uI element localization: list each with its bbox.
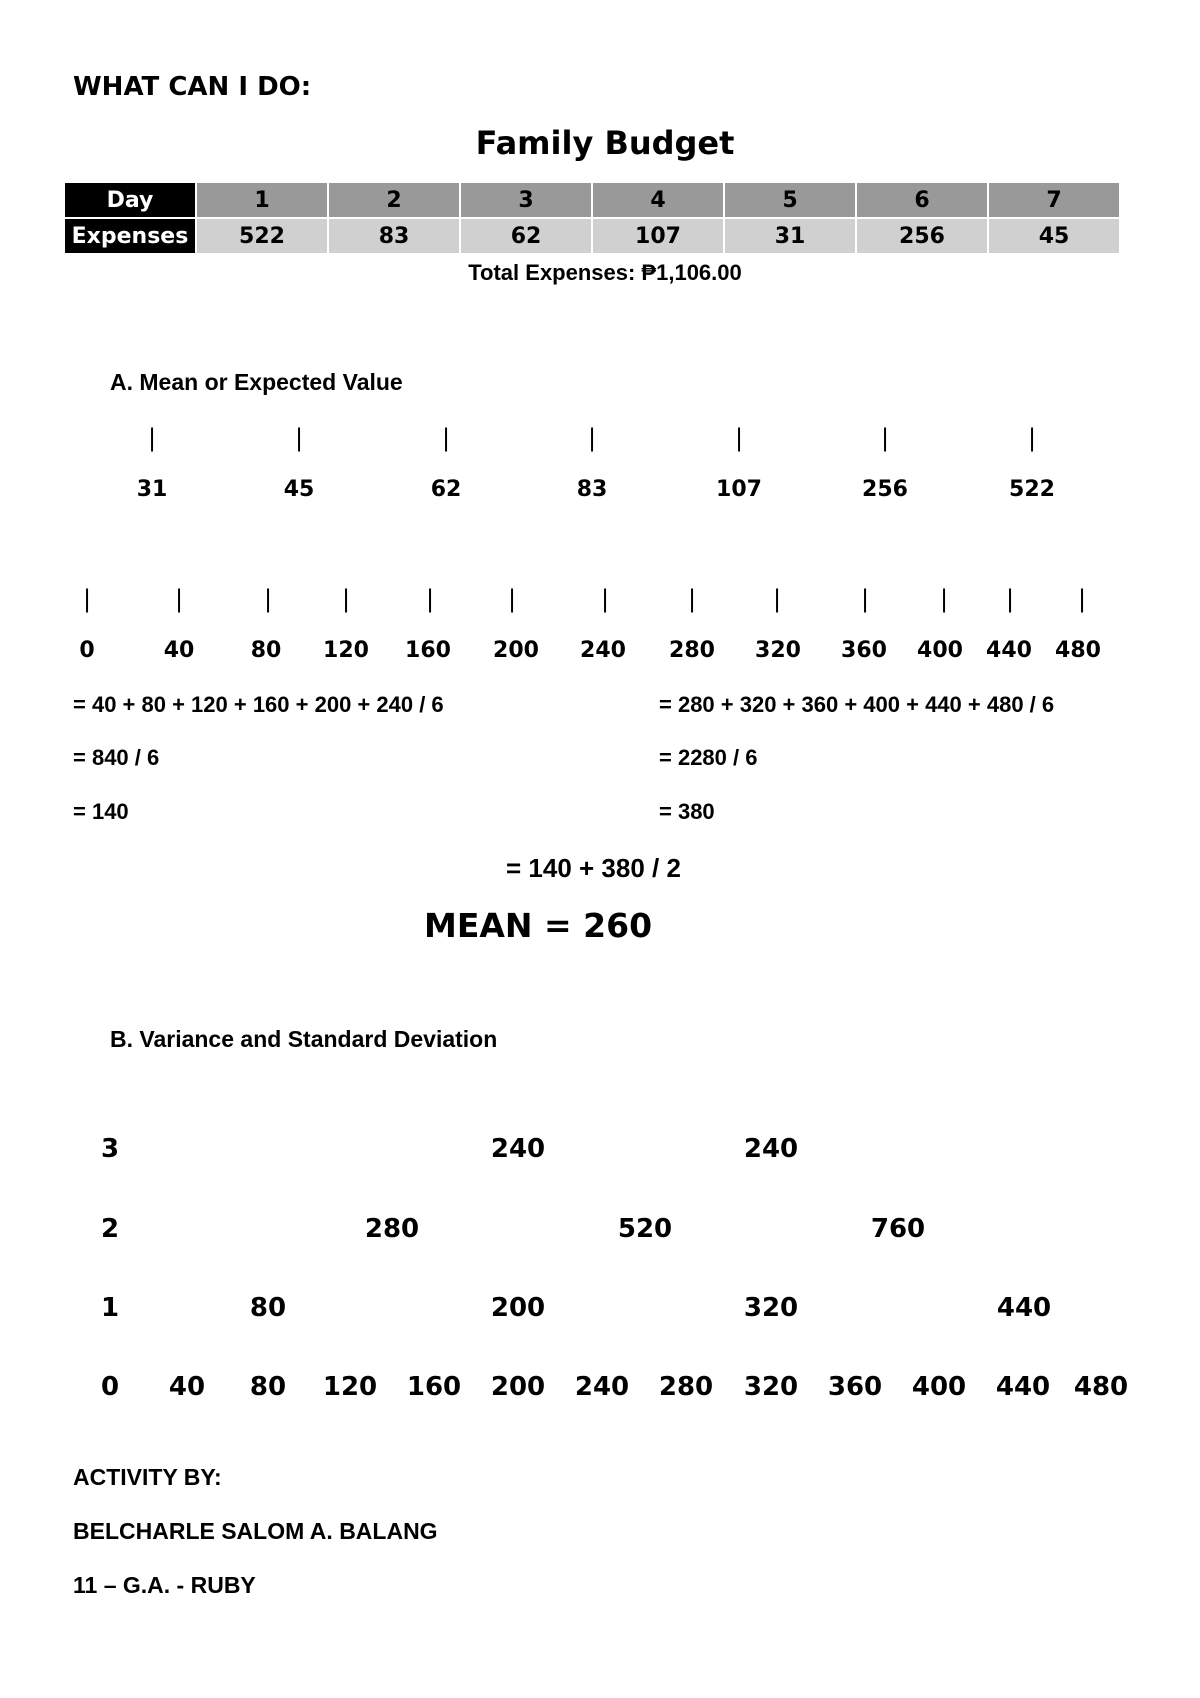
tick-mark: |	[860, 585, 870, 613]
row-label: 3	[100, 1134, 120, 1164]
row-label: 2	[100, 1214, 120, 1244]
grid-value: 200	[490, 1372, 546, 1402]
sorted-value: 62	[430, 477, 462, 502]
grid-value: 240	[490, 1134, 546, 1164]
sorted-value: 256	[862, 477, 908, 502]
sorted-value: 83	[576, 477, 608, 502]
grid-value: 200	[490, 1293, 546, 1323]
tick-mark: |	[880, 424, 890, 452]
grid-value: 440	[996, 1293, 1052, 1323]
tick-mark: |	[294, 424, 304, 452]
tick-mark: |	[147, 424, 157, 452]
grid-value: 240	[574, 1372, 630, 1402]
grid-value: 120	[322, 1372, 378, 1402]
scale-value: 80	[250, 638, 282, 663]
sorted-value: 31	[136, 477, 168, 502]
tick-mark: |	[82, 585, 92, 613]
sorted-value: 107	[716, 477, 762, 502]
scale-value: 440	[986, 638, 1032, 663]
right-calc-line: = 280 + 320 + 360 + 400 + 440 + 480 / 6	[659, 692, 1055, 717]
grid-value: 280	[658, 1372, 714, 1402]
sorted-value: 522	[1009, 477, 1055, 502]
section-b-title: B. Variance and Standard Deviation	[110, 1026, 498, 1052]
row-label: 0	[100, 1372, 120, 1402]
tick-mark: |	[441, 424, 451, 452]
tick-mark: |	[687, 585, 697, 613]
right-calc-line: = 380	[659, 799, 715, 824]
tick-mark: |	[939, 585, 949, 613]
mean-result: MEAN = 260	[424, 906, 653, 945]
combined-calc: = 140 + 380 / 2	[506, 853, 681, 883]
day-cell: 2	[329, 183, 459, 219]
grid-value: 320	[743, 1293, 799, 1323]
grid-value: 80	[249, 1372, 287, 1402]
author-name: BELCHARLE SALOM A. BALANG	[73, 1518, 438, 1544]
day-cell: 7	[989, 183, 1119, 219]
day-cell: 1	[197, 183, 327, 219]
tick-mark: |	[734, 424, 744, 452]
day-cell: 6	[857, 183, 987, 219]
tick-mark: |	[174, 585, 184, 613]
page-title: Family Budget	[475, 124, 735, 162]
day-cell: 4	[593, 183, 723, 219]
scale-value: 200	[493, 638, 539, 663]
tick-mark: |	[1077, 585, 1087, 613]
scale-value: 40	[163, 638, 195, 663]
grid-value: 400	[911, 1372, 967, 1402]
grid-value: 440	[995, 1372, 1051, 1402]
tick-mark: |	[507, 585, 517, 613]
scale-value: 360	[841, 638, 887, 663]
grid-value: 520	[617, 1214, 673, 1244]
grid-value: 240	[743, 1134, 799, 1164]
scale-value: 280	[669, 638, 715, 663]
grid-value: 160	[406, 1372, 462, 1402]
row-label: 1	[100, 1293, 120, 1323]
expense-cell: 256	[857, 219, 987, 253]
tick-mark: |	[425, 585, 435, 613]
scale-value: 320	[755, 638, 801, 663]
scale-value: 160	[405, 638, 451, 663]
author-section: 11 – G.A. - RUBY	[73, 1572, 256, 1598]
grid-value: 480	[1073, 1372, 1129, 1402]
scale-value: 240	[580, 638, 626, 663]
tick-mark: |	[341, 585, 351, 613]
tick-mark: |	[600, 585, 610, 613]
tick-mark: |	[1005, 585, 1015, 613]
sorted-value: 45	[283, 477, 315, 502]
grid-value: 280	[364, 1214, 420, 1244]
day-header: Day	[65, 183, 195, 219]
left-calc-line: = 140	[73, 799, 129, 824]
table-row-days	[65, 183, 1119, 219]
scale-value: 0	[79, 638, 95, 663]
right-calc-line: = 2280 / 6	[659, 745, 758, 770]
scale-value: 120	[323, 638, 369, 663]
left-calc-line: = 40 + 80 + 120 + 160 + 200 + 240 / 6	[73, 692, 444, 717]
tick-mark: |	[1027, 424, 1037, 452]
grid-value: 320	[743, 1372, 799, 1402]
budget-table	[63, 183, 1121, 253]
tick-mark: |	[772, 585, 782, 613]
grid-value: 40	[168, 1372, 206, 1402]
expense-cell: 522	[197, 219, 327, 253]
tick-mark: |	[263, 585, 273, 613]
day-cell: 3	[461, 183, 591, 219]
day-cell: 5	[725, 183, 855, 219]
scale-value: 480	[1055, 638, 1101, 663]
expense-cell: 107	[593, 219, 723, 253]
grid-value: 80	[249, 1293, 287, 1323]
page-heading: WHAT CAN I DO:	[73, 72, 312, 102]
left-calc-line: = 840 / 6	[73, 745, 160, 770]
grid-value: 360	[827, 1372, 883, 1402]
tick-mark: |	[587, 424, 597, 452]
table-row-expenses	[65, 219, 1119, 253]
grid-value: 760	[870, 1214, 926, 1244]
scale-value: 400	[917, 638, 963, 663]
section-a-title: A. Mean or Expected Value	[110, 369, 403, 395]
expenses-header: Expenses	[65, 219, 195, 253]
activity-by-label: ACTIVITY BY:	[73, 1464, 222, 1490]
expense-cell: 31	[725, 219, 855, 253]
total-expenses: Total Expenses: ₱1,106.00	[468, 260, 742, 285]
expense-cell: 45	[989, 219, 1119, 253]
expense-cell: 83	[329, 219, 459, 253]
expense-cell: 62	[461, 219, 591, 253]
